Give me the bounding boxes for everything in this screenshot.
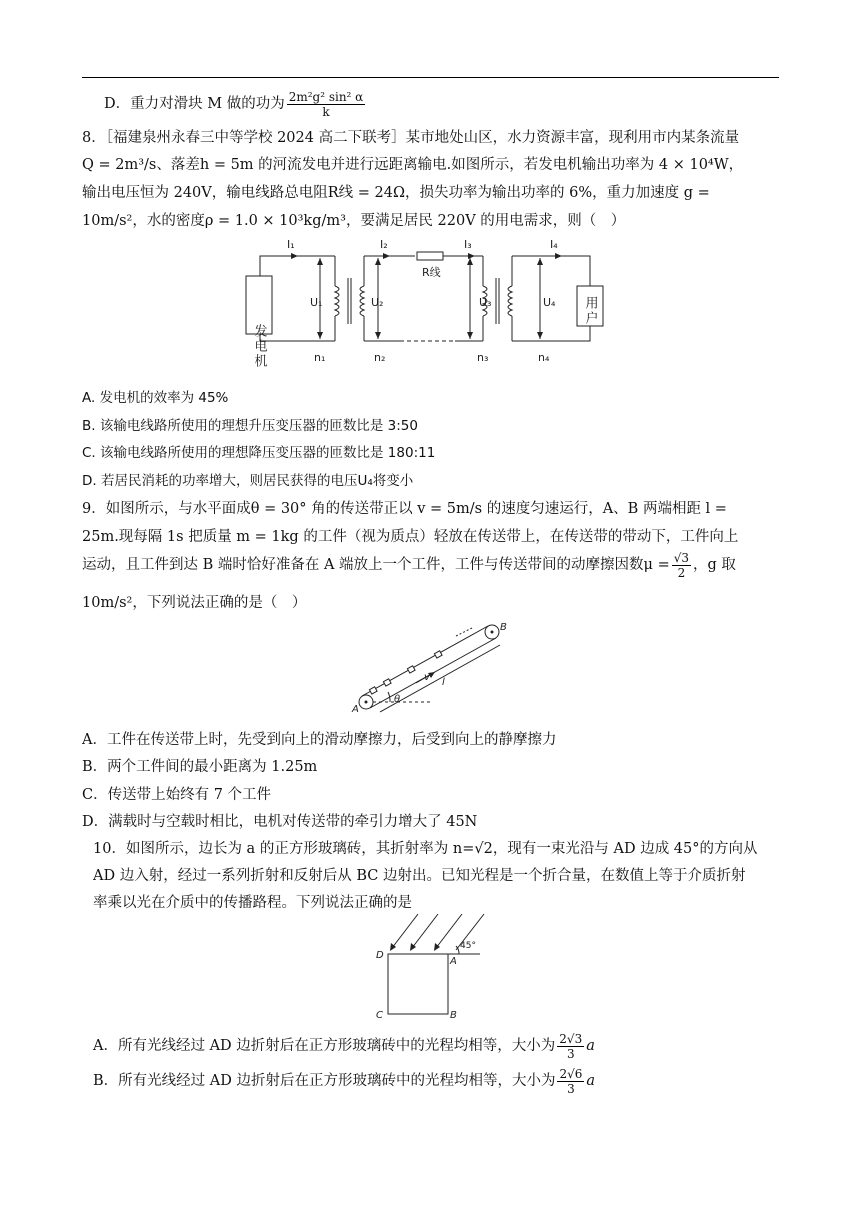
q9-mu-denominator: 2 bbox=[677, 565, 686, 580]
q8-label-n2: n₂ bbox=[374, 351, 386, 364]
q10-option-a-text: A．所有光线经过 AD 边折射后在正方形玻璃砖中的光程均相等，大小为 bbox=[93, 1038, 556, 1054]
q9-line3 bbox=[82, 548, 736, 582]
q8-label-n1: n₁ bbox=[314, 351, 326, 364]
q10-option-a-suffix: a bbox=[586, 1038, 595, 1054]
q10-square-diagram bbox=[370, 912, 500, 1024]
q8-label-u1: U₁ bbox=[310, 296, 323, 309]
q10-line2: AD 边入射，经过一系列折射和反射后从 BC 边射出。已知光程是一个折合量，在数值上等于介质折射 bbox=[93, 868, 746, 884]
q8-label-n4: n₄ bbox=[538, 351, 550, 364]
q8-line1: 8．［福建泉州永春三中等学校 2024 高二下联考］某市地处山区，水力资源丰富，现利用市内某条流量 bbox=[82, 130, 740, 146]
q8-label-i3: I₃ bbox=[464, 238, 472, 251]
q9-label-a: A bbox=[352, 704, 359, 715]
q10-option-a-fraction bbox=[557, 1032, 584, 1061]
q8-label-i1: I₁ bbox=[287, 238, 295, 251]
q8-option-c: C. 该输电线路所使用的理想降压变压器的匝数比是 180:11 bbox=[82, 445, 436, 461]
q8-option-a: A. 发电机的效率为 45% bbox=[82, 390, 229, 406]
q9-line1: 9．如图所示，与水平面成θ = 30° 角的传送带正以 v = 5m/s 的速度匀速运行，A、B 两端相距 l = bbox=[82, 501, 727, 517]
q9-mu-fraction bbox=[672, 551, 691, 580]
q7d-prefix: D．重力对滑块 M 做的功为 bbox=[104, 96, 285, 112]
q9-label-b: B bbox=[500, 622, 507, 633]
q7d-fraction bbox=[287, 90, 366, 119]
q10-label-c: C bbox=[376, 1010, 383, 1021]
top-rule bbox=[82, 77, 779, 78]
q10-option-a-numerator: 2√3 bbox=[559, 1031, 583, 1046]
q10-label-d: D bbox=[376, 950, 384, 961]
q8-circuit-diagram bbox=[240, 236, 610, 386]
q10-label-angle: 45° bbox=[460, 941, 476, 951]
q10-line1: 10．如图所示，边长为 a 的正方形玻璃砖，其折射率为 n=√2，现有一束光沿与 AD 边成 45°的方向从 bbox=[93, 841, 758, 857]
q9-mu-numerator: √3 bbox=[673, 550, 690, 565]
q10-label-b: B bbox=[450, 1010, 457, 1021]
q10-option-b-numerator: 2√6 bbox=[559, 1066, 583, 1081]
q9-label-theta: θ bbox=[394, 694, 401, 705]
q8-label-u2: U₂ bbox=[371, 296, 384, 309]
q8-option-d: D. 若居民消耗的功率增大，则居民获得的电压U₄将变小 bbox=[82, 473, 414, 489]
q8-line4: 10m/s²，水的密度ρ = 1.0 × 10³kg/m³，要满足居民 220V 的用电需求，则（ ） bbox=[82, 213, 626, 229]
q7-option-d bbox=[104, 84, 367, 124]
q8-generator-label: 发电机 bbox=[251, 324, 267, 369]
q10-option-a-denominator: 3 bbox=[566, 1046, 575, 1061]
q8-label-i2: I₂ bbox=[380, 238, 388, 251]
q9-conveyor-diagram bbox=[350, 620, 520, 720]
q8-label-u4: U₄ bbox=[543, 296, 556, 309]
q7d-numerator: 2m²g² sin² α bbox=[288, 89, 364, 104]
q8-label-i4: I₄ bbox=[550, 238, 558, 251]
q10-label-a: A bbox=[450, 956, 457, 967]
q8-label-u3: U₃ bbox=[479, 296, 492, 309]
q8-option-b: B. 该输电线路所使用的理想升压变压器的匝数比是 3:50 bbox=[82, 418, 418, 434]
q8-label-r: R线 bbox=[422, 266, 441, 279]
q9-option-d: D．满载时与空载时相比，电机对传送带的牵引力增大了 45N bbox=[82, 814, 478, 830]
q10-option-b-text: B．所有光线经过 AD 边折射后在正方形玻璃砖中的光程均相等，大小为 bbox=[93, 1073, 556, 1089]
q8-line2: Q = 2m³/s、落差h = 5m 的河流发电并进行远距离输电.如图所示，若发电机输出功率为 4 × 10⁴W， bbox=[82, 157, 744, 173]
q8-line3: 输出电压恒为 240V，输电线路总电阻R线 = 24Ω，损失功率为输出功率的 6%，重力加速度 g = bbox=[82, 185, 710, 201]
q9-line4: 10m/s²，下列说法正确的是（ ） bbox=[82, 595, 307, 611]
q10-option-b-denominator: 3 bbox=[567, 1081, 575, 1096]
q10-option-b bbox=[93, 1065, 595, 1097]
q10-option-a bbox=[93, 1030, 595, 1062]
q10-option-b-suffix: a bbox=[586, 1073, 596, 1089]
q10-line3: 率乘以光在介质中的传播路程。下列说法正确的是 bbox=[93, 895, 412, 911]
q7d-denominator: k bbox=[322, 104, 330, 119]
q8-user-label: 用户 bbox=[582, 296, 598, 326]
q10-option-b-fraction bbox=[557, 1067, 584, 1096]
q9-line3-tail: ，g 取 bbox=[693, 557, 736, 573]
q9-option-c: C．传送带上始终有 7 个工件 bbox=[82, 787, 272, 803]
q9-label-l: l bbox=[442, 677, 445, 688]
q9-option-a: A．工件在传送带上时，先受到向上的滑动摩擦力，后受到向上的静摩擦力 bbox=[82, 732, 557, 748]
q9-option-b: B．两个工件间的最小距离为 1.25m bbox=[82, 759, 318, 775]
q9-label-v: v bbox=[424, 672, 430, 683]
q9-line3-text: 运动，且工件到达 B 端时恰好准备在 A 端放上一个工件，工件与传送带间的动摩擦因数μ = bbox=[82, 557, 670, 573]
q9-line2: 25m.现每隔 1s 把质量 m = 1kg 的工件（视为质点）轻放在传送带上，在传送带的带动下，工件向上 bbox=[82, 529, 739, 545]
q8-label-n3: n₃ bbox=[477, 351, 489, 364]
